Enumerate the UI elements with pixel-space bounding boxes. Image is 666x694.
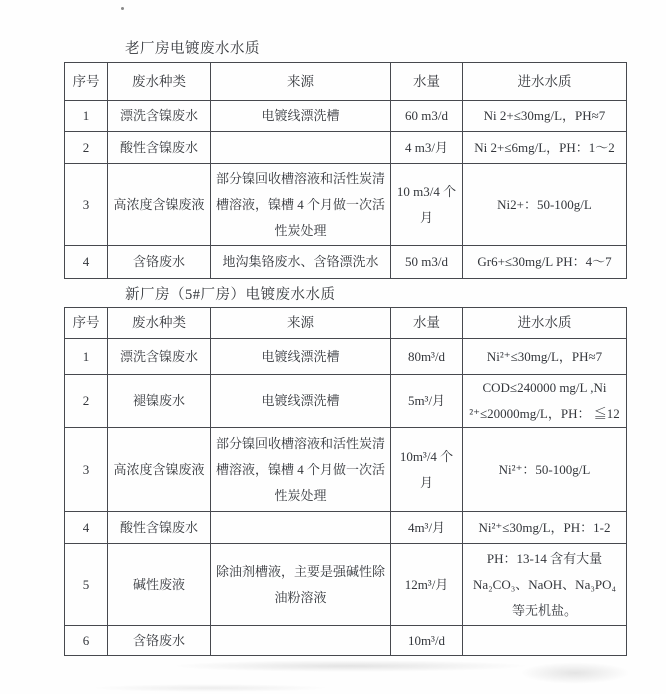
table-row	[65, 246, 627, 279]
cell-source	[211, 132, 391, 164]
header-waste-type: 废水种类	[108, 63, 211, 101]
old-plant-wastewater-table	[64, 62, 627, 279]
cell-influent-quality: Ni²⁺：50-100g/L	[463, 428, 627, 512]
cell-seq: 4	[65, 512, 108, 544]
header-influent-quality: 进水水质	[463, 308, 627, 339]
cell-volume: 60 m3/d	[391, 101, 463, 132]
cell-source: 电镀线漂洗槽	[211, 375, 391, 428]
cell-seq: 3	[65, 428, 108, 512]
cell-seq: 4	[65, 246, 108, 279]
cell-source: 除油剂槽液，主要是强碱性除油粉溶液	[211, 544, 391, 626]
cell-source	[211, 512, 391, 544]
cell-seq: 1	[65, 101, 108, 132]
cell-volume: 4m³/月	[391, 512, 463, 544]
scan-smudge	[90, 684, 330, 692]
cell-influent-quality: Ni 2+≤6mg/L，PH：1～2	[463, 132, 627, 164]
header-waste-type: 废水种类	[108, 308, 211, 339]
table-row	[65, 132, 627, 164]
cell-waste-type: 酸性含镍废水	[108, 512, 211, 544]
cell-seq: 2	[65, 132, 108, 164]
cell-waste-type: 含铬废水	[108, 626, 211, 656]
cell-source: 部分镍回收槽溶液和活性炭清槽溶液，镍槽 4 个月做一次活性炭处理	[211, 428, 391, 512]
table-row	[65, 428, 627, 512]
cell-source: 部分镍回收槽溶液和活性炭清槽溶液，镍槽 4 个月做一次活性炭处理	[211, 164, 391, 246]
cell-volume: 4 m3/月	[391, 132, 463, 164]
header-source: 来源	[211, 308, 391, 339]
cell-seq: 2	[65, 375, 108, 428]
scan-smudge	[170, 660, 530, 672]
header-volume: 水量	[391, 308, 463, 339]
table-row	[65, 544, 627, 626]
cell-volume: 10m³/d	[391, 626, 463, 656]
header-seq: 序号	[65, 308, 108, 339]
table-row	[65, 512, 627, 544]
cell-waste-type: 高浓度含镍废液	[108, 428, 211, 512]
cell-waste-type: 高浓度含镍废液	[108, 164, 211, 246]
scan-smudge	[520, 662, 630, 684]
table-header-row	[65, 63, 627, 101]
cell-volume: 10 m3/4 个月	[391, 164, 463, 246]
cell-source: 地沟集铬废水、含铬漂洗水	[211, 246, 391, 279]
cell-influent-quality: Ni 2+≤30mg/L，PH≈7	[463, 101, 627, 132]
cell-volume: 10m³/4 个月	[391, 428, 463, 512]
cell-seq: 3	[65, 164, 108, 246]
cell-influent-quality: PH：13-14 含有大量 Na₂CO₃、NaOH、Na₃PO₄ 等无机盐。	[463, 544, 627, 626]
cell-influent-quality: COD≤240000 mg/L ,Ni ²⁺≤20000mg/L，PH： ≦12	[463, 375, 627, 428]
cell-source: 电镀线漂洗槽	[211, 101, 391, 132]
table-row	[65, 375, 627, 428]
cell-waste-type: 漂洗含镍废水	[108, 339, 211, 375]
header-volume: 水量	[391, 63, 463, 101]
new-plant-table-title: 新厂房（5#厂房）电镀废水水质	[125, 287, 336, 303]
table-row	[65, 339, 627, 375]
cell-influent-quality: Ni²⁺≤30mg/L，PH≈7	[463, 339, 627, 375]
header-source: 来源	[211, 63, 391, 101]
header-seq: 序号	[65, 63, 108, 101]
cell-seq: 6	[65, 626, 108, 656]
cell-waste-type: 酸性含镍废水	[108, 132, 211, 164]
cell-influent-quality: Ni2+：50-100g/L	[463, 164, 627, 246]
cell-source	[211, 626, 391, 656]
cell-volume: 12m³/月	[391, 544, 463, 626]
cell-influent-quality: Gr6+≤30mg/L PH：4～7	[463, 246, 627, 279]
cell-volume: 50 m3/d	[391, 246, 463, 279]
cell-volume: 5m³/月	[391, 375, 463, 428]
cell-waste-type: 含铬废水	[108, 246, 211, 279]
cell-volume: 80m³/d	[391, 339, 463, 375]
table-row	[65, 101, 627, 132]
cell-seq: 1	[65, 339, 108, 375]
old-plant-table-title: 老厂房电镀废水水质	[125, 41, 260, 57]
cell-seq: 5	[65, 544, 108, 626]
table-row	[65, 164, 627, 246]
table-header-row	[65, 308, 627, 339]
cell-influent-quality	[463, 626, 627, 656]
cell-waste-type: 褪镍废水	[108, 375, 211, 428]
table-row	[65, 626, 627, 656]
scan-speck	[121, 7, 124, 10]
header-influent-quality: 进水水质	[463, 63, 627, 101]
cell-waste-type: 碱性废液	[108, 544, 211, 626]
new-plant-wastewater-table	[64, 307, 627, 656]
cell-influent-quality: Ni²⁺≤30mg/L，PH：1-2	[463, 512, 627, 544]
cell-source: 电镀线漂洗槽	[211, 339, 391, 375]
cell-waste-type: 漂洗含镍废水	[108, 101, 211, 132]
